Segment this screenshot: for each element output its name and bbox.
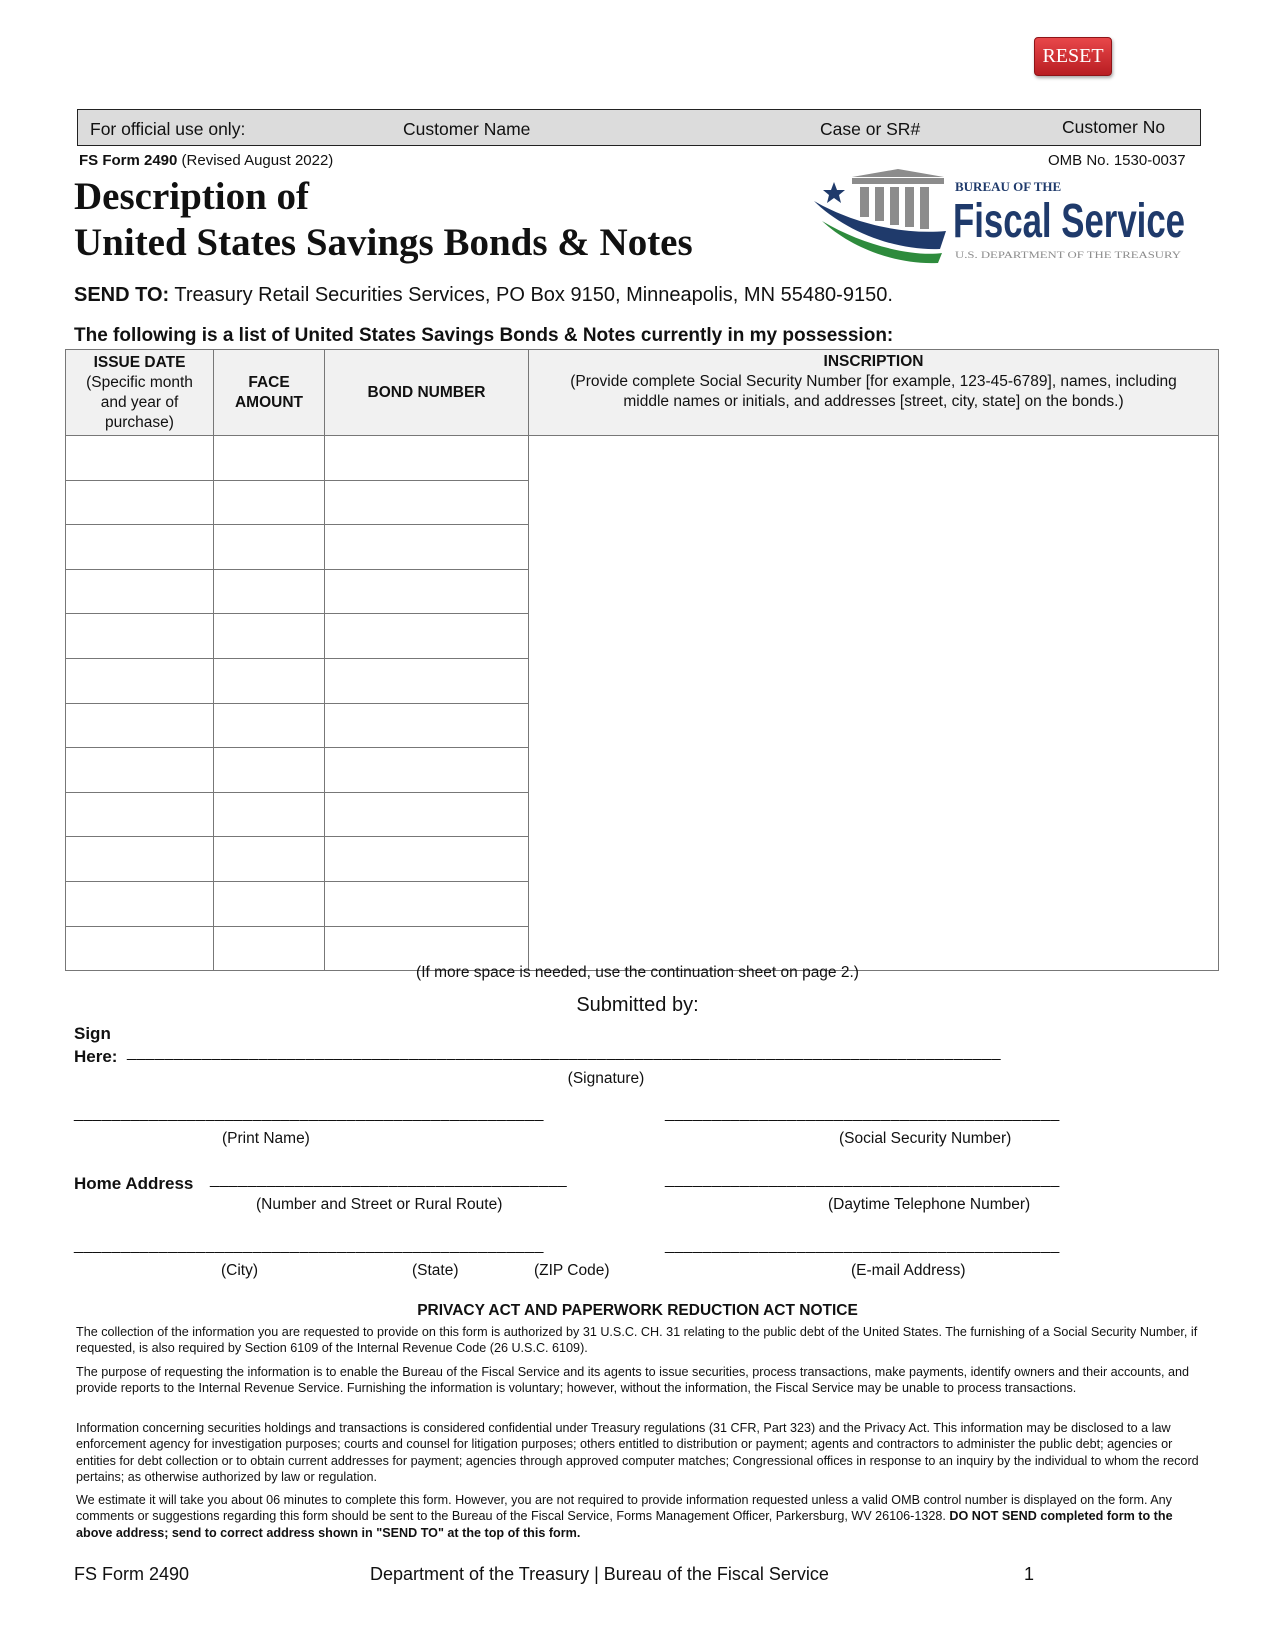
official-use-bar <box>77 109 1201 146</box>
face-amount-cell[interactable] <box>214 525 325 570</box>
print-name-line[interactable]: __________________________________________________ <box>74 1105 544 1122</box>
form-revision <box>79 152 333 169</box>
face-amount-cell[interactable] <box>214 792 325 837</box>
fiscal-service-logo <box>812 165 1192 275</box>
issue-date-cell[interactable] <box>66 614 214 659</box>
col-bond-number: BOND NUMBER <box>325 350 529 436</box>
face-amount-cell[interactable] <box>214 614 325 659</box>
city-state-zip-line[interactable]: __________________________________________________ <box>74 1237 544 1254</box>
svg-text:U.S. DEPARTMENT OF THE TREASUR: U.S. DEPARTMENT OF THE TREASURY <box>955 250 1182 260</box>
reset-button[interactable]: RESET <box>1034 37 1112 76</box>
face-amount-cell[interactable] <box>214 658 325 703</box>
bond-number-cell[interactable] <box>325 658 529 703</box>
issue-date-cell[interactable] <box>66 480 214 525</box>
issue-date-cell[interactable] <box>66 748 214 793</box>
bond-number-cell[interactable] <box>325 480 529 525</box>
state-caption: (State) <box>412 1262 459 1279</box>
send-to-text: Treasury Retail Securities Services, PO Box 9150, Minneapolis, MN 55480-9150. <box>174 284 893 306</box>
table-row <box>66 436 1219 481</box>
revised-date: (Revised August 2022) <box>181 152 334 169</box>
signature-caption: (Signature) <box>567 1070 645 1087</box>
customer-name-field[interactable]: Customer Name <box>403 119 531 139</box>
phone-line[interactable]: __________________________________________ <box>665 1171 1060 1188</box>
footer-department: Department of the Treasury | Bureau of the Fiscal Service <box>370 1564 829 1584</box>
bond-number-cell[interactable] <box>325 703 529 748</box>
city-caption: (City) <box>221 1262 259 1279</box>
zip-caption: (ZIP Code) <box>534 1262 610 1279</box>
face-amount-cell[interactable] <box>214 569 325 614</box>
ssn-line[interactable]: __________________________________________ <box>665 1105 1060 1122</box>
title-line-2: United States Savings Bonds & Notes <box>74 221 693 264</box>
title-line-1: Description of <box>74 175 310 218</box>
bond-number-cell[interactable] <box>325 436 529 481</box>
face-amount-cell[interactable] <box>214 837 325 882</box>
col-inscription: INSCRIPTION (Provide complete Social Security Number [for example, 123-45-6789], names, including middle names or initials, and addresses [street, city, state] on the bonds.) <box>529 350 1219 436</box>
footer-form-id: FS Form 2490 <box>74 1564 190 1584</box>
list-heading: The following is a list of United States Savings Bonds & Notes currently in my possession: <box>74 325 894 346</box>
case-sr-field[interactable]: Case or SR# <box>820 119 921 139</box>
street-line[interactable]: ______________________________________ <box>210 1171 568 1188</box>
form-id: FS Form 2490 <box>79 152 178 169</box>
issue-date-cell[interactable] <box>66 703 214 748</box>
bond-table <box>65 349 1219 971</box>
issue-date-cell[interactable] <box>66 881 214 926</box>
print-name-caption: (Print Name) <box>222 1130 310 1147</box>
issue-date-cell[interactable] <box>66 792 214 837</box>
svg-text:BUREAU OF THE: BUREAU OF THE <box>955 179 1062 194</box>
footer-page-number: 1 <box>1024 1564 1035 1584</box>
ssn-caption: (Social Security Number) <box>839 1130 1012 1147</box>
omb-number: OMB No. 1530-0037 <box>1048 152 1186 169</box>
bond-number-cell[interactable] <box>325 881 529 926</box>
privacy-paragraph-4: We estimate it will take you about 06 minutes to complete this form. However, you are not required to provide information requested unless a valid OMB control number is displayed on the form. Any comments or suggestions regarding this form should be sent to the Bureau of the Fiscal Service, Forms Management Officer, Parkersburg, WV 26106-1328. DO NOT SEND completed form to the above address; send to correct address shown in "SEND TO" at the top of this form. <box>76 1493 1173 1540</box>
privacy-title: PRIVACY ACT AND PAPERWORK REDUCTION ACT NOTICE <box>417 1302 858 1319</box>
face-amount-cell[interactable] <box>214 703 325 748</box>
bond-number-cell[interactable] <box>325 792 529 837</box>
face-amount-cell[interactable] <box>214 881 325 926</box>
bond-number-cell[interactable] <box>325 748 529 793</box>
issue-date-cell[interactable] <box>66 658 214 703</box>
privacy-paragraph-1: The collection of the information you are requested to provide on this form is authorized by 31 U.S.C. CH. 31 relating to the public debt of the United States. The furnishing of a Social Security Number, if requested, is also required by Section 6109 of the Internal Revenue Code (26 U.S.C. 6109). <box>76 1325 1198 1356</box>
phone-caption: (Daytime Telephone Number) <box>828 1196 1031 1213</box>
svg-text:Fiscal Service: Fiscal Service <box>953 195 1185 248</box>
inscription-cell[interactable] <box>529 436 1219 971</box>
issue-date-cell[interactable] <box>66 525 214 570</box>
page-title <box>74 174 693 266</box>
here-label: Here: <box>74 1047 118 1066</box>
signature-line[interactable]: _____________________________________________________________________________________________ <box>127 1044 1002 1061</box>
face-amount-cell[interactable] <box>214 436 325 481</box>
email-line[interactable]: __________________________________________ <box>665 1237 1060 1254</box>
home-address-label: Home Address <box>74 1174 194 1193</box>
col-issue-date: ISSUE DATE (Specific month and year of purchase) <box>66 350 214 436</box>
bond-number-cell[interactable] <box>325 525 529 570</box>
treasury-building-icon <box>812 165 1192 275</box>
issue-date-cell[interactable] <box>66 837 214 882</box>
face-amount-cell[interactable] <box>214 748 325 793</box>
issue-date-cell[interactable] <box>66 436 214 481</box>
table-header-row <box>66 350 1219 436</box>
col-face-amount: FACE AMOUNT <box>214 350 325 436</box>
face-amount-cell[interactable] <box>214 480 325 525</box>
send-to-address <box>74 284 893 307</box>
sign-label: Sign <box>74 1024 111 1043</box>
continuation-note: (If more space is needed, use the continuation sheet on page 2.) <box>416 964 859 981</box>
official-use-label: For official use only: <box>90 119 246 139</box>
do-not-send-warning: DO NOT SEND completed form to the above address; send to correct address shown in "SEND TO" at the top of this form. <box>76 1509 1173 1540</box>
issue-date-cell[interactable] <box>66 569 214 614</box>
privacy-paragraph-2: The purpose of requesting the information is to enable the Bureau of the Fiscal Service and its agents to issue securities, process transactions, make payments, identify owners and their accounts, and provide reports to the Internal Revenue Service. Furnishing the information is voluntary; however, without the information, the Fiscal Service may be unable to process transactions. <box>76 1365 1190 1396</box>
street-caption: (Number and Street or Rural Route) <box>256 1196 503 1213</box>
send-to-label: SEND TO: <box>74 284 170 306</box>
bond-number-cell[interactable] <box>325 569 529 614</box>
email-caption: (E-mail Address) <box>851 1262 966 1279</box>
customer-no-field[interactable]: Customer No <box>1062 117 1166 137</box>
privacy-paragraph-3: Information concerning securities holdings and transactions is considered confidential under Treasury regulations (31 CFR, Part 323) and the Privacy Act. This information may be disclosed to a law enforcement agency for investigation purposes; courts and counsel for litigation purposes; others entitled to distribution or payment; agents and contractors to administer the public debt; agencies or entities for debt collection or to obtain current addresses for payment; agencies through approved computer matches; Congressional offices in response to an inquiry by the individual to whom the record pertains; as otherwise authorized by law or regulation. <box>76 1421 1199 1484</box>
bond-number-cell[interactable] <box>325 614 529 659</box>
submitted-by: Submitted by: <box>576 994 699 1016</box>
bond-number-cell[interactable] <box>325 837 529 882</box>
